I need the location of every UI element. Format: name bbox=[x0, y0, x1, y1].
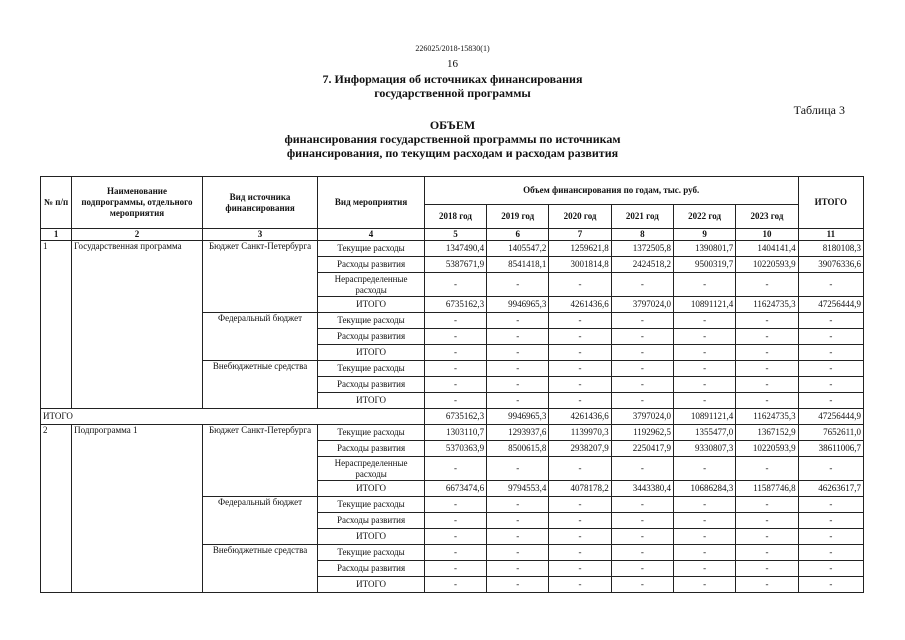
value-cell: 6673474,6 bbox=[424, 481, 486, 497]
value-cell: - bbox=[487, 345, 549, 361]
activity-cell: Текущие расходы bbox=[318, 313, 425, 329]
activity-cell: Нераспределенные расходы bbox=[318, 457, 425, 481]
value-cell: 1404141,4 bbox=[736, 241, 798, 257]
activity-cell: Расходы развития bbox=[318, 329, 425, 345]
table-row bbox=[41, 425, 864, 441]
value-cell: - bbox=[736, 577, 798, 593]
value-cell: - bbox=[487, 577, 549, 593]
value-cell: - bbox=[798, 577, 863, 593]
value-cell: - bbox=[736, 377, 798, 393]
value-cell: 47256444,9 bbox=[798, 297, 863, 313]
value-cell: - bbox=[673, 457, 735, 481]
table-label: Таблица 3 bbox=[793, 103, 845, 117]
header-col-number: 6 bbox=[487, 229, 549, 241]
program-name: Подпрограмма 1 bbox=[72, 425, 203, 593]
header-year: 2020 год bbox=[549, 205, 611, 229]
value-cell: 10220593,9 bbox=[736, 257, 798, 273]
table-title bbox=[0, 118, 905, 160]
value-cell: - bbox=[798, 273, 863, 297]
header-col-number: 4 bbox=[318, 229, 425, 241]
activity-cell: ИТОГО bbox=[318, 577, 425, 593]
value-cell: - bbox=[424, 345, 486, 361]
value-cell: - bbox=[736, 561, 798, 577]
value-cell: - bbox=[424, 513, 486, 529]
value-cell: 10686284,3 bbox=[673, 481, 735, 497]
title-line3: финансирования, по текущим расходам и расходам развития bbox=[286, 146, 619, 160]
header-col-number: 8 bbox=[611, 229, 673, 241]
value-cell: - bbox=[736, 393, 798, 409]
value-cell: - bbox=[673, 529, 735, 545]
value-cell: 10891121,4 bbox=[673, 409, 735, 425]
value-cell: - bbox=[424, 273, 486, 297]
value-cell: 8500615,8 bbox=[487, 441, 549, 457]
activity-cell: ИТОГО bbox=[318, 393, 425, 409]
value-cell: - bbox=[487, 561, 549, 577]
header-col-number: 9 bbox=[673, 229, 735, 241]
section-title-line2: государственной программы bbox=[374, 86, 531, 100]
source-federal: Федеральный бюджет bbox=[202, 497, 318, 545]
value-cell: - bbox=[611, 529, 673, 545]
header-num: № п/п bbox=[41, 177, 72, 229]
source-budget: Бюджет Санкт-Петербурга bbox=[202, 241, 318, 313]
header-activity: Вид мероприятия bbox=[318, 177, 425, 229]
value-cell: 38611006,7 bbox=[798, 441, 863, 457]
value-cell: - bbox=[424, 545, 486, 561]
value-cell: 4078178,2 bbox=[549, 481, 611, 497]
value-cell: - bbox=[487, 513, 549, 529]
value-cell: - bbox=[549, 545, 611, 561]
value-cell: 6735162,3 bbox=[424, 297, 486, 313]
value-cell: - bbox=[673, 513, 735, 529]
value-cell: - bbox=[611, 457, 673, 481]
value-cell: 1405547,2 bbox=[487, 241, 549, 257]
value-cell: - bbox=[736, 529, 798, 545]
value-cell: - bbox=[424, 377, 486, 393]
value-cell: - bbox=[798, 313, 863, 329]
header-year: 2023 год bbox=[736, 205, 798, 229]
activity-cell: ИТОГО bbox=[318, 345, 425, 361]
value-cell: - bbox=[673, 361, 735, 377]
activity-cell: Текущие расходы bbox=[318, 241, 425, 257]
value-cell: - bbox=[798, 377, 863, 393]
value-cell: - bbox=[798, 561, 863, 577]
source-budget: Бюджет Санкт-Петербурга bbox=[202, 425, 318, 497]
activity-cell: Расходы развития bbox=[318, 441, 425, 457]
header-year: 2019 год bbox=[487, 205, 549, 229]
value-cell: - bbox=[424, 361, 486, 377]
value-cell: - bbox=[736, 513, 798, 529]
value-cell: 1303110,7 bbox=[424, 425, 486, 441]
header-col-number: 5 bbox=[424, 229, 486, 241]
value-cell: 9794553,4 bbox=[487, 481, 549, 497]
source-extra: Внебюджетные средства bbox=[202, 361, 318, 409]
value-cell: - bbox=[673, 345, 735, 361]
activity-cell: Расходы развития bbox=[318, 513, 425, 529]
activity-cell: Текущие расходы bbox=[318, 497, 425, 513]
activity-cell: ИТОГО bbox=[318, 297, 425, 313]
header-year: 2021 год bbox=[611, 205, 673, 229]
value-cell: 8541418,1 bbox=[487, 257, 549, 273]
header-name: Наименование подпрограммы, отдельного мероприятия bbox=[72, 177, 203, 229]
value-cell: 6735162,3 bbox=[424, 409, 486, 425]
value-cell: 9330807,3 bbox=[673, 441, 735, 457]
value-cell: - bbox=[611, 393, 673, 409]
activity-cell: ИТОГО bbox=[318, 481, 425, 497]
value-cell: - bbox=[487, 329, 549, 345]
value-cell: - bbox=[424, 577, 486, 593]
value-cell: 4261436,6 bbox=[549, 409, 611, 425]
value-cell: - bbox=[487, 273, 549, 297]
value-cell: 39076336,6 bbox=[798, 257, 863, 273]
value-cell: 7652611,0 bbox=[798, 425, 863, 441]
value-cell: - bbox=[424, 561, 486, 577]
value-cell: - bbox=[673, 577, 735, 593]
header-col-number: 1 bbox=[41, 229, 72, 241]
value-cell: - bbox=[424, 497, 486, 513]
value-cell: 1372505,8 bbox=[611, 241, 673, 257]
title-line1: ОБЪЕМ bbox=[429, 118, 476, 132]
header-volume: Объем финансирования по годам, тыс. руб. bbox=[424, 177, 798, 205]
value-cell: 2424518,2 bbox=[611, 257, 673, 273]
itogo-label: ИТОГО bbox=[41, 409, 425, 425]
value-cell: - bbox=[798, 393, 863, 409]
value-cell: - bbox=[487, 545, 549, 561]
value-cell: 9500319,7 bbox=[673, 257, 735, 273]
value-cell: 1347490,4 bbox=[424, 241, 486, 257]
value-cell: - bbox=[798, 545, 863, 561]
value-cell: - bbox=[549, 393, 611, 409]
value-cell: - bbox=[487, 497, 549, 513]
header-col-number: 11 bbox=[798, 229, 863, 241]
value-cell: - bbox=[736, 329, 798, 345]
value-cell: - bbox=[673, 393, 735, 409]
value-cell: - bbox=[673, 313, 735, 329]
value-cell: 5387671,9 bbox=[424, 257, 486, 273]
value-cell: - bbox=[673, 273, 735, 297]
source-federal: Федеральный бюджет bbox=[202, 313, 318, 361]
activity-cell: Текущие расходы bbox=[318, 425, 425, 441]
value-cell: 3001814,8 bbox=[549, 257, 611, 273]
value-cell: 11624735,3 bbox=[736, 409, 798, 425]
value-cell: - bbox=[549, 313, 611, 329]
value-cell: - bbox=[736, 457, 798, 481]
value-cell: 8180108,3 bbox=[798, 241, 863, 257]
value-cell: - bbox=[549, 273, 611, 297]
title-line2: финансирования государственной программы по источникам bbox=[284, 132, 621, 146]
value-cell: - bbox=[736, 273, 798, 297]
value-cell: - bbox=[549, 345, 611, 361]
value-cell: 1259621,8 bbox=[549, 241, 611, 257]
value-cell: - bbox=[549, 361, 611, 377]
value-cell: - bbox=[736, 545, 798, 561]
value-cell: - bbox=[736, 313, 798, 329]
activity-cell: Расходы развития bbox=[318, 377, 425, 393]
value-cell: 9946965,3 bbox=[487, 409, 549, 425]
value-cell: - bbox=[611, 513, 673, 529]
value-cell: 1390801,7 bbox=[673, 241, 735, 257]
value-cell: - bbox=[611, 577, 673, 593]
value-cell: - bbox=[424, 457, 486, 481]
value-cell: 2250417,9 bbox=[611, 441, 673, 457]
value-cell: 1367152,9 bbox=[736, 425, 798, 441]
header-source: Вид источника финансирования bbox=[202, 177, 318, 229]
activity-cell: Расходы развития bbox=[318, 561, 425, 577]
value-cell: 1192962,5 bbox=[611, 425, 673, 441]
program-num: 2 bbox=[41, 425, 72, 593]
value-cell: - bbox=[611, 361, 673, 377]
value-cell: - bbox=[487, 393, 549, 409]
value-cell: - bbox=[487, 377, 549, 393]
value-cell: - bbox=[549, 329, 611, 345]
value-cell: - bbox=[673, 377, 735, 393]
section-title bbox=[0, 72, 905, 100]
source-extra: Внебюджетные средства bbox=[202, 545, 318, 593]
value-cell: - bbox=[424, 313, 486, 329]
value-cell: - bbox=[798, 513, 863, 529]
value-cell: - bbox=[798, 497, 863, 513]
value-cell: 3797024,0 bbox=[611, 409, 673, 425]
value-cell: - bbox=[549, 513, 611, 529]
value-cell: - bbox=[487, 529, 549, 545]
value-cell: 3797024,0 bbox=[611, 297, 673, 313]
value-cell: - bbox=[487, 313, 549, 329]
value-cell: - bbox=[424, 393, 486, 409]
value-cell: - bbox=[673, 497, 735, 513]
value-cell: - bbox=[549, 377, 611, 393]
table-row bbox=[41, 241, 864, 257]
value-cell: - bbox=[611, 313, 673, 329]
activity-cell: Текущие расходы bbox=[318, 545, 425, 561]
value-cell: - bbox=[611, 497, 673, 513]
header-year: 2018 год bbox=[424, 205, 486, 229]
header-total: ИТОГО bbox=[798, 177, 863, 229]
value-cell: - bbox=[798, 345, 863, 361]
value-cell: - bbox=[424, 529, 486, 545]
value-cell: - bbox=[611, 273, 673, 297]
value-cell: - bbox=[611, 377, 673, 393]
header-col-number: 7 bbox=[549, 229, 611, 241]
page-number: 16 bbox=[447, 58, 458, 70]
section-title-line1: 7. Информация об источниках финансирования bbox=[322, 72, 583, 86]
value-cell: - bbox=[611, 545, 673, 561]
value-cell: - bbox=[549, 497, 611, 513]
value-cell: - bbox=[736, 345, 798, 361]
value-cell: - bbox=[798, 457, 863, 481]
value-cell: - bbox=[549, 577, 611, 593]
document-number: 226025/2018-15830(1) bbox=[415, 44, 490, 53]
activity-cell: Расходы развития bbox=[318, 257, 425, 273]
activity-cell: ИТОГО bbox=[318, 529, 425, 545]
program-num: 1 bbox=[41, 241, 72, 409]
value-cell: - bbox=[487, 361, 549, 377]
header-col-number: 3 bbox=[202, 229, 318, 241]
activity-cell: Текущие расходы bbox=[318, 361, 425, 377]
value-cell: - bbox=[673, 545, 735, 561]
value-cell: - bbox=[798, 361, 863, 377]
value-cell: 11624735,3 bbox=[736, 297, 798, 313]
value-cell: - bbox=[549, 457, 611, 481]
header-col-number: 10 bbox=[736, 229, 798, 241]
header-year: 2022 год bbox=[673, 205, 735, 229]
value-cell: - bbox=[549, 561, 611, 577]
value-cell: - bbox=[673, 329, 735, 345]
program-name: Государственная программа bbox=[72, 241, 203, 409]
value-cell: 47256444,9 bbox=[798, 409, 863, 425]
value-cell: 10220593,9 bbox=[736, 441, 798, 457]
financing-table bbox=[40, 176, 864, 593]
value-cell: - bbox=[798, 529, 863, 545]
value-cell: 5370363,9 bbox=[424, 441, 486, 457]
value-cell: 3443380,4 bbox=[611, 481, 673, 497]
value-cell: 1355477,0 bbox=[673, 425, 735, 441]
value-cell: 4261436,6 bbox=[549, 297, 611, 313]
activity-cell: Нераспределенные расходы bbox=[318, 273, 425, 297]
value-cell: - bbox=[736, 361, 798, 377]
value-cell: - bbox=[611, 329, 673, 345]
value-cell: 1293937,6 bbox=[487, 425, 549, 441]
value-cell: - bbox=[736, 497, 798, 513]
value-cell: 46263617,7 bbox=[798, 481, 863, 497]
value-cell: 2938207,9 bbox=[549, 441, 611, 457]
itogo-row bbox=[41, 409, 864, 425]
value-cell: 9946965,3 bbox=[487, 297, 549, 313]
value-cell: - bbox=[487, 457, 549, 481]
value-cell: 11587746,8 bbox=[736, 481, 798, 497]
value-cell: 1139970,3 bbox=[549, 425, 611, 441]
value-cell: - bbox=[611, 345, 673, 361]
value-cell: - bbox=[611, 561, 673, 577]
value-cell: - bbox=[424, 329, 486, 345]
value-cell: - bbox=[673, 561, 735, 577]
header-col-number: 2 bbox=[72, 229, 203, 241]
value-cell: - bbox=[549, 529, 611, 545]
value-cell: 10891121,4 bbox=[673, 297, 735, 313]
value-cell: - bbox=[798, 329, 863, 345]
